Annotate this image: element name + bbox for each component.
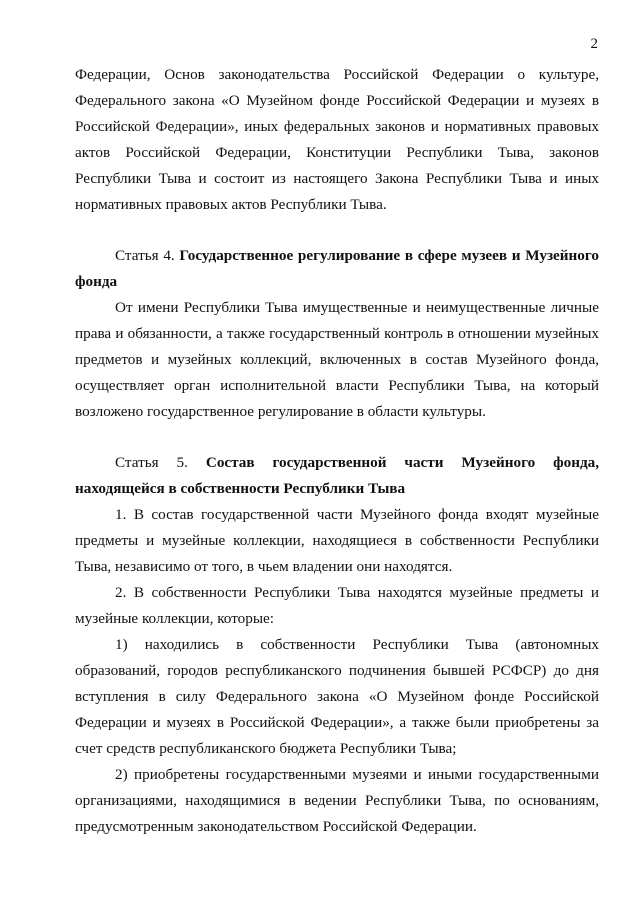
- article-5-heading: [75, 450, 599, 502]
- page-number: 2: [590, 36, 598, 52]
- document-body: [75, 62, 599, 840]
- article-4-prefix: Статья 4.: [115, 247, 175, 264]
- article-4-heading: [75, 243, 599, 295]
- article-4-title: Государственное регулирование в сфере музеев и Музейного фонда: [75, 247, 600, 290]
- article-5-prefix: Статья 5.: [115, 454, 188, 471]
- article-5-item-1: 1) находились в собственности Республики Тыва (автономных образований, городов республиканского подчинения бывшей РСФСР) до дня вступления в силу Федерального закона «О Музейном фонде Российской Федерации и музеях в Российской Федерации», а также были приобретены за счет средств республиканского бюджета Республики Тыва;: [75, 636, 599, 757]
- intro-paragraph: Федерации, Основ законодательства Российской Федерации о культуре, Федерального закона «О Музейном фонде Российской Федерации и музеях в Российской Федерации», иных федеральных законов и нормативных правовых актов Российской Федерации, Конституции Республики Тыва, законов Республики Тыва и состоит из настоящего Закона Республики Тыва и иных нормативных правовых актов Республики Тыва.: [75, 66, 599, 213]
- article-5-paragraph-2: 2. В собственности Республики Тыва находятся музейные предметы и музейные коллекции, которые:: [75, 584, 599, 627]
- article-5-item-2: 2) приобретены государственными музеями и иными государственными организациями, находящимися в ведении Республики Тыва, по основаниям, предусмотренным законодательством Российской Федерации.: [75, 766, 599, 835]
- article-5-paragraph-1: 1. В состав государственной части Музейного фонда входят музейные предметы и музейные коллекции, находящиеся в собственности Республики Тыва, независимо от того, в чьем владении они находятся.: [75, 506, 599, 575]
- article-5-title: Состав государственной части Музейного фонда, находящейся в собственности Республики Тыва: [75, 454, 600, 497]
- article-4-body: От имени Республики Тыва имущественные и неимущественные личные права и обязанности, а также государственный контроль в отношении музейных предметов и музейных коллекций, включенных в состав Музейного фонда, осуществляет орган исполнительной власти Республики Тыва, на который возложено государственное регулирование в области культуры.: [75, 299, 599, 420]
